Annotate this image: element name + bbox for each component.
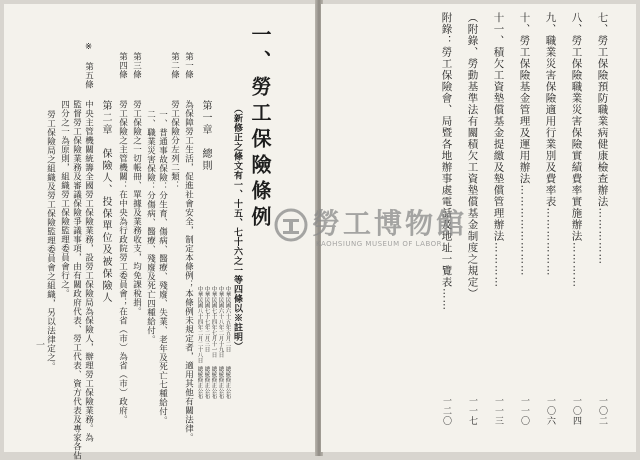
toc-page-7: 一〇二 [597, 396, 607, 426]
article-2-item-2: 二、職業災害保險：分傷病、醫療、殘廢及死亡四種給付。 [145, 110, 156, 344]
date-3: 中華民國七十四年七月十一日 [210, 286, 217, 358]
toc-item-appendix-b: 附錄：勞工保險會、局暨各地辦事處電話及地址一覽表…… [440, 12, 453, 311]
toc-page-10: 一一〇 [519, 396, 529, 426]
toc-page-appendix-b: 一二〇 [441, 396, 451, 426]
article-2-item-1: 一、普通事故保險：分生育、傷病、醫療、殘廢、失業、老年及死亡七種給付。 [157, 110, 168, 425]
article-1-label: 第一條 [183, 52, 194, 79]
article-5-line-1: 中央主管機關統籌全國勞工保險業務，設勞工保險局為保險人，辦理勞工保險業務。為 [83, 100, 94, 442]
amendment-note: （新修正之條文有一、十五、七十六之一等四條以※註明） [232, 104, 242, 351]
toc-item-11: 十一、積欠工資墊償基金提繳及墊償管理辦法………… [492, 12, 505, 288]
article-2-label: 第二條 [169, 52, 180, 79]
article-3-label: 第三條 [131, 52, 142, 79]
chapter-1-heading: 第一章 總則 [200, 100, 211, 172]
watermark-chinese: 勞工博物館 [312, 207, 468, 240]
toc-item-10: 十、勞工保險基金管理及運用辦法…………………… [518, 12, 531, 277]
date-1: 中華民國六十五年五月二日 [224, 286, 231, 352]
toc-page-11: 一一三 [493, 396, 503, 426]
watermark-english: KAOHSIUNG MUSEUM OF LABOR [316, 240, 443, 248]
date-desc-5: 總統修正公布 [196, 366, 203, 399]
article-3-text: 勞工保險之一切帳冊、單據及業務收支，均免課稅捐。 [131, 100, 142, 316]
article-1-text: 為保障勞工生活，促進社會安全，制定本條例；本條例未規定者，適用其他有關法律。 [183, 100, 194, 442]
museum-logo-icon [274, 208, 308, 242]
toc-page-8: 一〇四 [571, 396, 581, 426]
date-desc-2: 總統修正公布 [217, 366, 224, 399]
date-2: 中華民國六十八年二月十九日 [217, 286, 224, 358]
page-number: 一 [34, 340, 44, 350]
toc-item-8: 八、勞工保險職業災害保險實績費率實施辦法………… [570, 12, 583, 288]
date-4: 中華民國七十七年二月三日 [203, 286, 210, 352]
toc-page-appendix-a: 一一七 [467, 396, 477, 426]
article-2-text: 勞工保險分左列二類： [169, 100, 180, 190]
toc-page-9: 一〇六 [545, 396, 555, 426]
toc-item-7: 七、勞工保險預防職業病健康檢查辦法…………… [596, 12, 609, 265]
article-5-mark: ※ [83, 42, 94, 53]
law-title: 一、勞工保險條例 [248, 24, 272, 232]
date-5: 中華民國八十四年二月二十八日 [196, 286, 203, 363]
article-4-text: 勞工保險之主管機關：在中央為行政院勞工委員會；在省（市）為省（市）政府。 [117, 100, 128, 424]
toc-item-9: 九、職業災害保險適用行業別及費率表……………… [544, 12, 557, 277]
museum-watermark [270, 200, 480, 270]
article-4-label: 第四條 [117, 52, 128, 79]
date-desc-4: 總統修正公布 [203, 366, 210, 399]
date-desc-1: 總統修正公布 [224, 366, 231, 399]
date-desc-3: 總統修正公布 [210, 366, 217, 399]
article-5-line-3: 四分之一為原則，組織勞工保險監理委員會行之。 [59, 100, 70, 298]
article-5-line-4: 勞工保險局之組織及勞工保險監理委員會之組織，另以法律定之。 [45, 110, 56, 371]
article-5-label: 第五條 [83, 62, 94, 89]
chapter-2-heading: 第二章 保險人、投保單位及被保險人 [100, 100, 111, 304]
toc-item-appendix-a: （附錄、勞動基準法有關積欠工資墊償基金制度之規定） [466, 12, 479, 300]
article-5-line-2: 監督勞工保險業務及審議保險爭議事項，由有關政府代表、勞工代表、資方代表及專家各佔 [71, 100, 82, 460]
